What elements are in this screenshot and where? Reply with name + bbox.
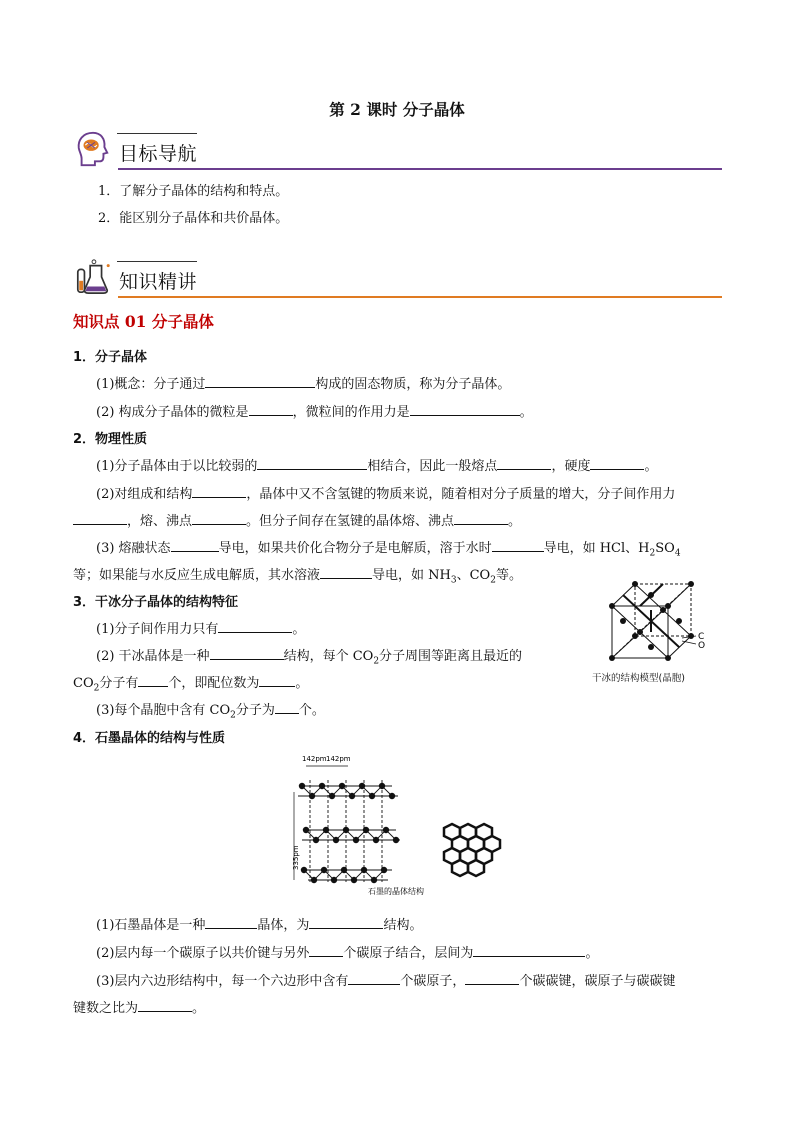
s3-line-3: $CO_2$分子有 个，即配位数为 。 <box>73 676 309 694</box>
s4-line-3: (3)层内六边形结构中，每一个六边形中含有 个碳原子， 个碳碳键，碳原子与碳碳键 <box>96 974 676 989</box>
section-4-title: 4．石墨晶体的结构与性质 <box>73 731 226 746</box>
fill-blank[interactable] <box>320 566 372 579</box>
knowledge-point-title: 知识点 01 分子晶体 <box>73 312 214 331</box>
s1-line-1: (1)概念：分子通过 构成的固态物质，称为分子晶体。 <box>96 377 511 392</box>
fill-blank[interactable] <box>138 674 168 687</box>
s4-line-1: (1)石墨晶体是一种 晶体，为 结构。 <box>96 918 423 933</box>
fill-blank[interactable] <box>210 647 284 660</box>
bond-length-label: 142pm <box>326 755 351 763</box>
s1-line-2: (2) 构成分子晶体的微粒是 ，微粒间的作用力是 。 <box>96 405 533 420</box>
section-2-title: 2．物理性质 <box>73 432 148 447</box>
graphite-caption: 石墨的晶体结构 <box>368 887 424 896</box>
fill-blank[interactable] <box>410 403 520 416</box>
fill-blank[interactable] <box>249 403 293 416</box>
fill-blank[interactable] <box>454 512 508 525</box>
fill-blank[interactable] <box>259 674 295 687</box>
carbon-label: C <box>698 632 705 642</box>
s2-line-1: (1)分子晶体由于以比较弱的 相结合，因此一般熔点 ，硬度 。 <box>96 459 658 474</box>
section-3-title: 3．干冰分子晶体的结构特征 <box>73 595 239 610</box>
s4-line-2: (2)层内每一个碳原子以共价键与另外 个碳原子结合，层间为 。 <box>96 946 599 961</box>
goals-section-header <box>70 130 722 170</box>
fill-blank[interactable] <box>192 512 246 525</box>
goals-heading: 目标导航 <box>119 143 198 165</box>
fill-blank[interactable] <box>205 916 257 929</box>
page-title: 第 2 课时 分子晶体 <box>329 100 465 119</box>
s3-line-1: (1)分子间作用力只有 。 <box>96 622 306 637</box>
fill-blank[interactable] <box>492 539 544 552</box>
purple-divider <box>118 168 722 170</box>
s2-line-4: (3) 熔融状态 导电，如果共价化合物分子是电解质，溶于水时 导电，如 HCl、$H_2SO_4$ <box>96 541 681 559</box>
graphite-crystal-structure-diagram <box>288 752 424 898</box>
oxygen-label: O <box>698 641 706 651</box>
fill-blank[interactable] <box>465 972 519 985</box>
goal-item: 1．了解分子晶体的结构和特点。 <box>98 184 289 199</box>
bond-length-label: 142pm <box>302 755 327 763</box>
s3-line-4: (3)每个晶胞中含有 $CO_2$分子为 个。 <box>96 703 325 721</box>
dry-ice-figure <box>590 576 720 688</box>
fill-blank[interactable] <box>473 944 585 957</box>
fill-blank[interactable] <box>497 457 551 470</box>
fill-blank[interactable] <box>309 916 383 929</box>
fill-blank[interactable] <box>348 972 400 985</box>
s2-line-2: (2)对组成和结构 ，晶体中又不含氢键的物质来说，随着相对分子质量的增大，分子间作用力 <box>96 487 676 502</box>
fill-blank[interactable] <box>73 512 127 525</box>
layer-spacing-label: 335pm <box>292 845 300 870</box>
brain-head-icon <box>74 130 112 168</box>
s2-line-3: ，熔、沸点 。但分子间存在氢键的晶体熔、沸点 。 <box>73 510 521 529</box>
lab-flask-icon <box>74 258 112 296</box>
fill-blank[interactable] <box>138 999 192 1012</box>
fill-blank[interactable] <box>590 457 644 470</box>
goal-item: 2．能区别分子晶体和共价晶体。 <box>98 211 289 226</box>
knowledge-section-header <box>70 258 722 298</box>
knowledge-heading: 知识精讲 <box>119 271 198 293</box>
section-1-title: 1．分子晶体 <box>73 350 148 365</box>
fill-blank[interactable] <box>171 539 219 552</box>
fill-blank[interactable] <box>275 701 299 714</box>
hexagon-layer-diagram <box>438 820 504 876</box>
s2-line-5: 等；如果能与水反应生成电解质，其水溶液 导电，如 $NH_3$、$CO_2$等。 <box>73 568 522 586</box>
graphite-figure <box>288 752 510 898</box>
fill-blank[interactable] <box>218 620 292 633</box>
dry-ice-caption: 干冰的结构模型(晶胞) <box>592 673 685 684</box>
fill-blank[interactable] <box>309 944 343 957</box>
dry-ice-unit-cell-diagram <box>590 576 720 672</box>
s3-line-2: (2) 干冰晶体是一种 结构，每个 $CO_2$分子周围等距离且最近的 <box>96 649 523 667</box>
orange-divider <box>118 296 722 298</box>
fill-blank[interactable] <box>205 375 315 388</box>
fill-blank[interactable] <box>192 485 246 498</box>
fill-blank[interactable] <box>257 457 367 470</box>
s4-line-4: 键数之比为 。 <box>73 1001 206 1016</box>
